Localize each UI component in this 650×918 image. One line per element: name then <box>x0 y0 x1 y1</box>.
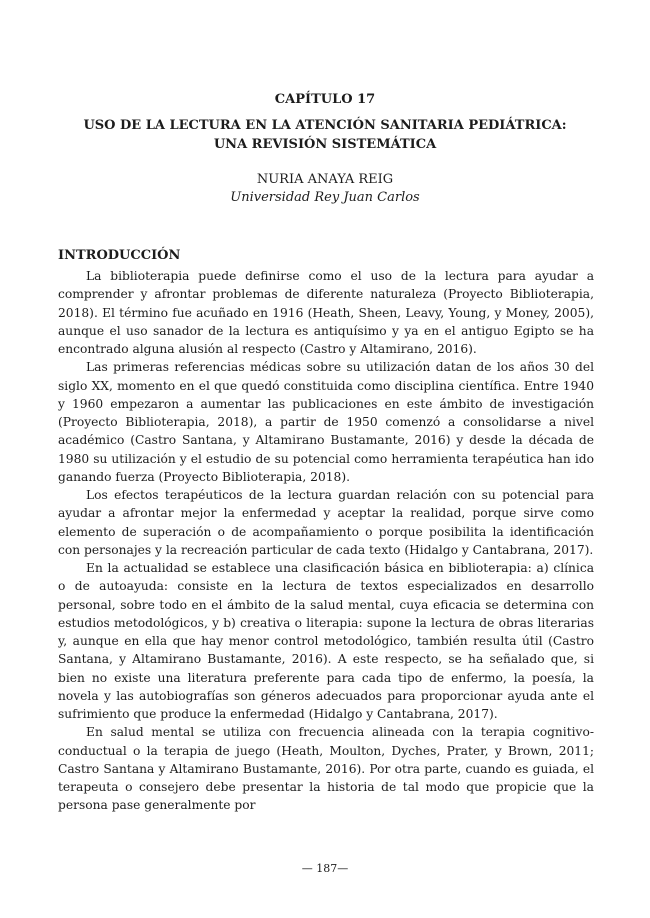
chapter-title-line-2: UNA REVISIÓN SISTEMÁTICA <box>213 137 437 152</box>
section-heading: INTRODUCCIÓN <box>58 248 181 263</box>
paragraph: En salud mental se utiliza con frecuencia alineada con la terapia cognitivo-conductual o la terapia de juego (Heath, Moulton, Dyches, Prater, y Brown, 2011; Castro Santana y Altamirano Bustamante, 2016). Por otra parte, cuando es guiada, el terapeuta o consejero debe presentar la historia de tal modo que propicie que la persona pase generalmente por <box>58 725 594 813</box>
author-affiliation: Universidad Rey Juan Carlos <box>230 190 420 205</box>
paragraph: La biblioterapia puede definirse como el uso de la lectura para ayudar a comprender y afrontar problemas de diferente naturaleza (Proyecto Biblioterapia, 2018). El término fue acuñado en 1916 (Heath, Sheen, Leavy, Young, y Money, 2005), aunque el uso sanador de la lectura es antiquísimo y ya en el antiguo Egipto se ha encontrado alguna alusión al respecto (Castro y Altamirano, 2016). <box>58 269 594 356</box>
chapter-number: CAPÍTULO 17 <box>274 92 376 107</box>
body-text <box>58 267 594 815</box>
chapter-title-line-1: USO DE LA LECTURA EN LA ATENCIÓN SANITARIA PEDIÁTRICA: <box>83 118 567 133</box>
author-name: NURIA ANAYA REIG <box>256 172 394 187</box>
page-number: — 187— <box>301 862 349 875</box>
paragraph: En la actualidad se establece una clasificación básica en biblioterapia: a) clínica o de autoayuda: consiste en la lectura de textos especializados en desarrollo personal, sobre todo en el ámbito de la salud mental, cuya eficacia se determina con estudios metodológicos, y b) creativa o literapia: supone la lectura de obras literarias y, aunque en ella que hay menor control metodológico, también resulta útil (Castro Santana, y Altamirano Bustamante, 2016). A este respecto, se ha señalado que, si bien no existe una literatura preferente para cada tipo de enfermo, la poesía, la novela y las autobiografías son géneros adecuados para proporcionar ayuda ante el sufrimiento que produce la enfermedad (Hidalgo y Cantabrana, 2017). <box>58 561 594 721</box>
paragraph: Las primeras referencias médicas sobre su utilización datan de los años 30 del siglo XX, momento en el que quedó constituida como disciplina científica. Entre 1940 y 1960 empezaron a aumentar las publicaciones en este ámbito de investigación (Proyecto Biblioterapia, 2018), a partir de 1950 comenzó a consolidarse a nivel académico (Castro Santana, y Altamirano Bustamante, 2016) y desde la década de 1980 su utilización y el estudio de su potencial como herramienta terapéutica han ido ganando fuerza (Proyecto Biblioterapia, 2018). <box>58 360 594 484</box>
paragraph: Los efectos terapéuticos de la lectura guardan relación con su potencial para ayudar a afrontar mejor la enfermedad y aceptar la realidad, porque sirve como elemento de superación o de acompañamiento o porque posibilita la identificación con personajes y la recreación particular de cada texto (Hidalgo y Cantabrana, 2017). <box>58 488 594 557</box>
